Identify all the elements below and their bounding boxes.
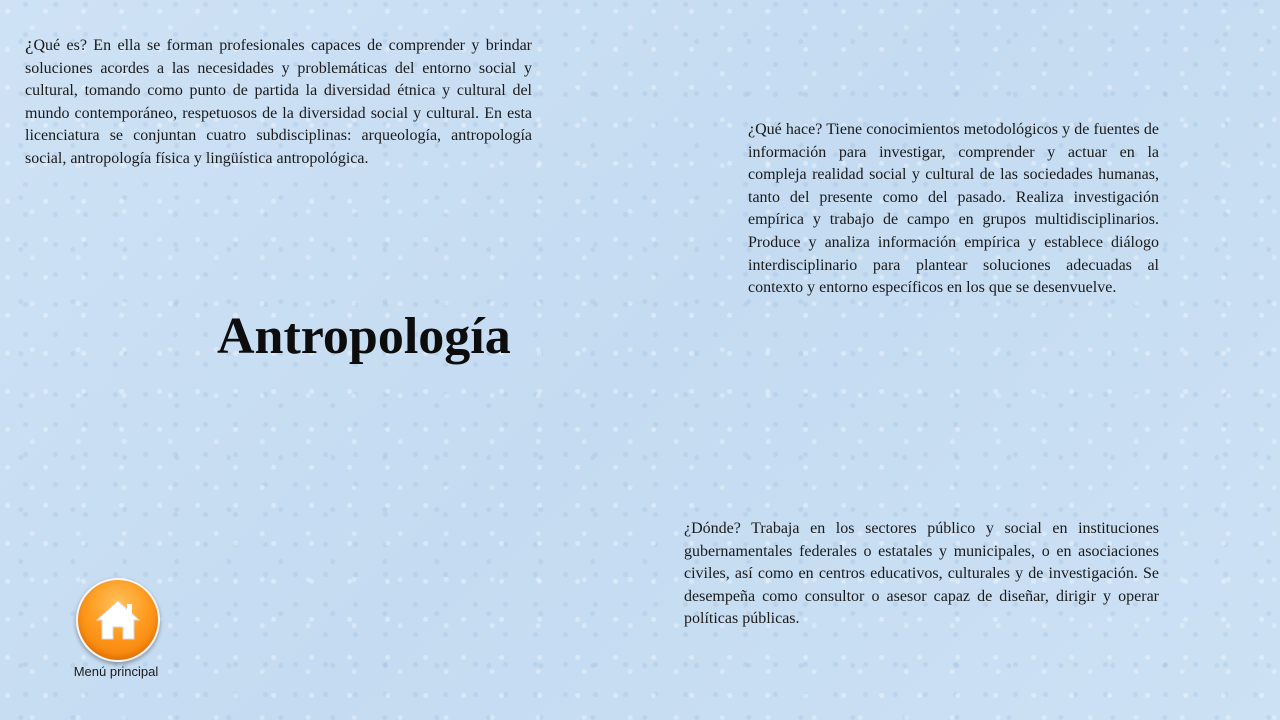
donde-text-block (684, 518, 1159, 631)
que-hace-paragraph: ¿Qué hace? Tiene conocimientos metodológicos y de fuentes de información para investigar, comprender y actuar en la compleja realidad social y cultural de las sociedades humanas, tanto del presente como del pasado. Realiza investigación empírica y trabajo de campo en grupos multidisciplinarios. Produce y analiza información empírica y establece diálogo interdisciplinario para plantear soluciones adecuadas al contexto y entorno específicos en los que se desenvuelve. (748, 121, 1159, 297)
donde-paragraph: ¿Dónde? Trabaja en los sectores público y social en instituciones gubernamentales federales o estatales y municipales, o en asociaciones civiles, así como en centros educativos, culturales y de investigación. Se desempeña como consultor o asesor capaz de diseñar, dirigir y operar políticas públicas. (684, 520, 1159, 628)
que-hace-text-block (748, 119, 1159, 300)
page-title: Antropología (217, 308, 511, 365)
que-es-lead-mark: ¿ (25, 34, 34, 55)
home-button-label[interactable]: Menú principal (73, 664, 159, 679)
home-icon (91, 593, 145, 647)
home-button[interactable] (76, 578, 160, 662)
que-es-paragraph: Qué es? En ella se forman profesionales capaces de comprender y brindar soluciones acordes a las necesidades y problemáticas del entorno social y cultural, tomando como punto de partida la diversidad étnica y cultural del mundo contemporáneo, respetuosos de la diversidad social y cultural. En esta licenciatura se conjuntan cuatro subdisciplinas: arqueología, antropología social, antropología física y lingüística antropológica. (25, 37, 532, 167)
que-es-text-block (25, 34, 532, 171)
